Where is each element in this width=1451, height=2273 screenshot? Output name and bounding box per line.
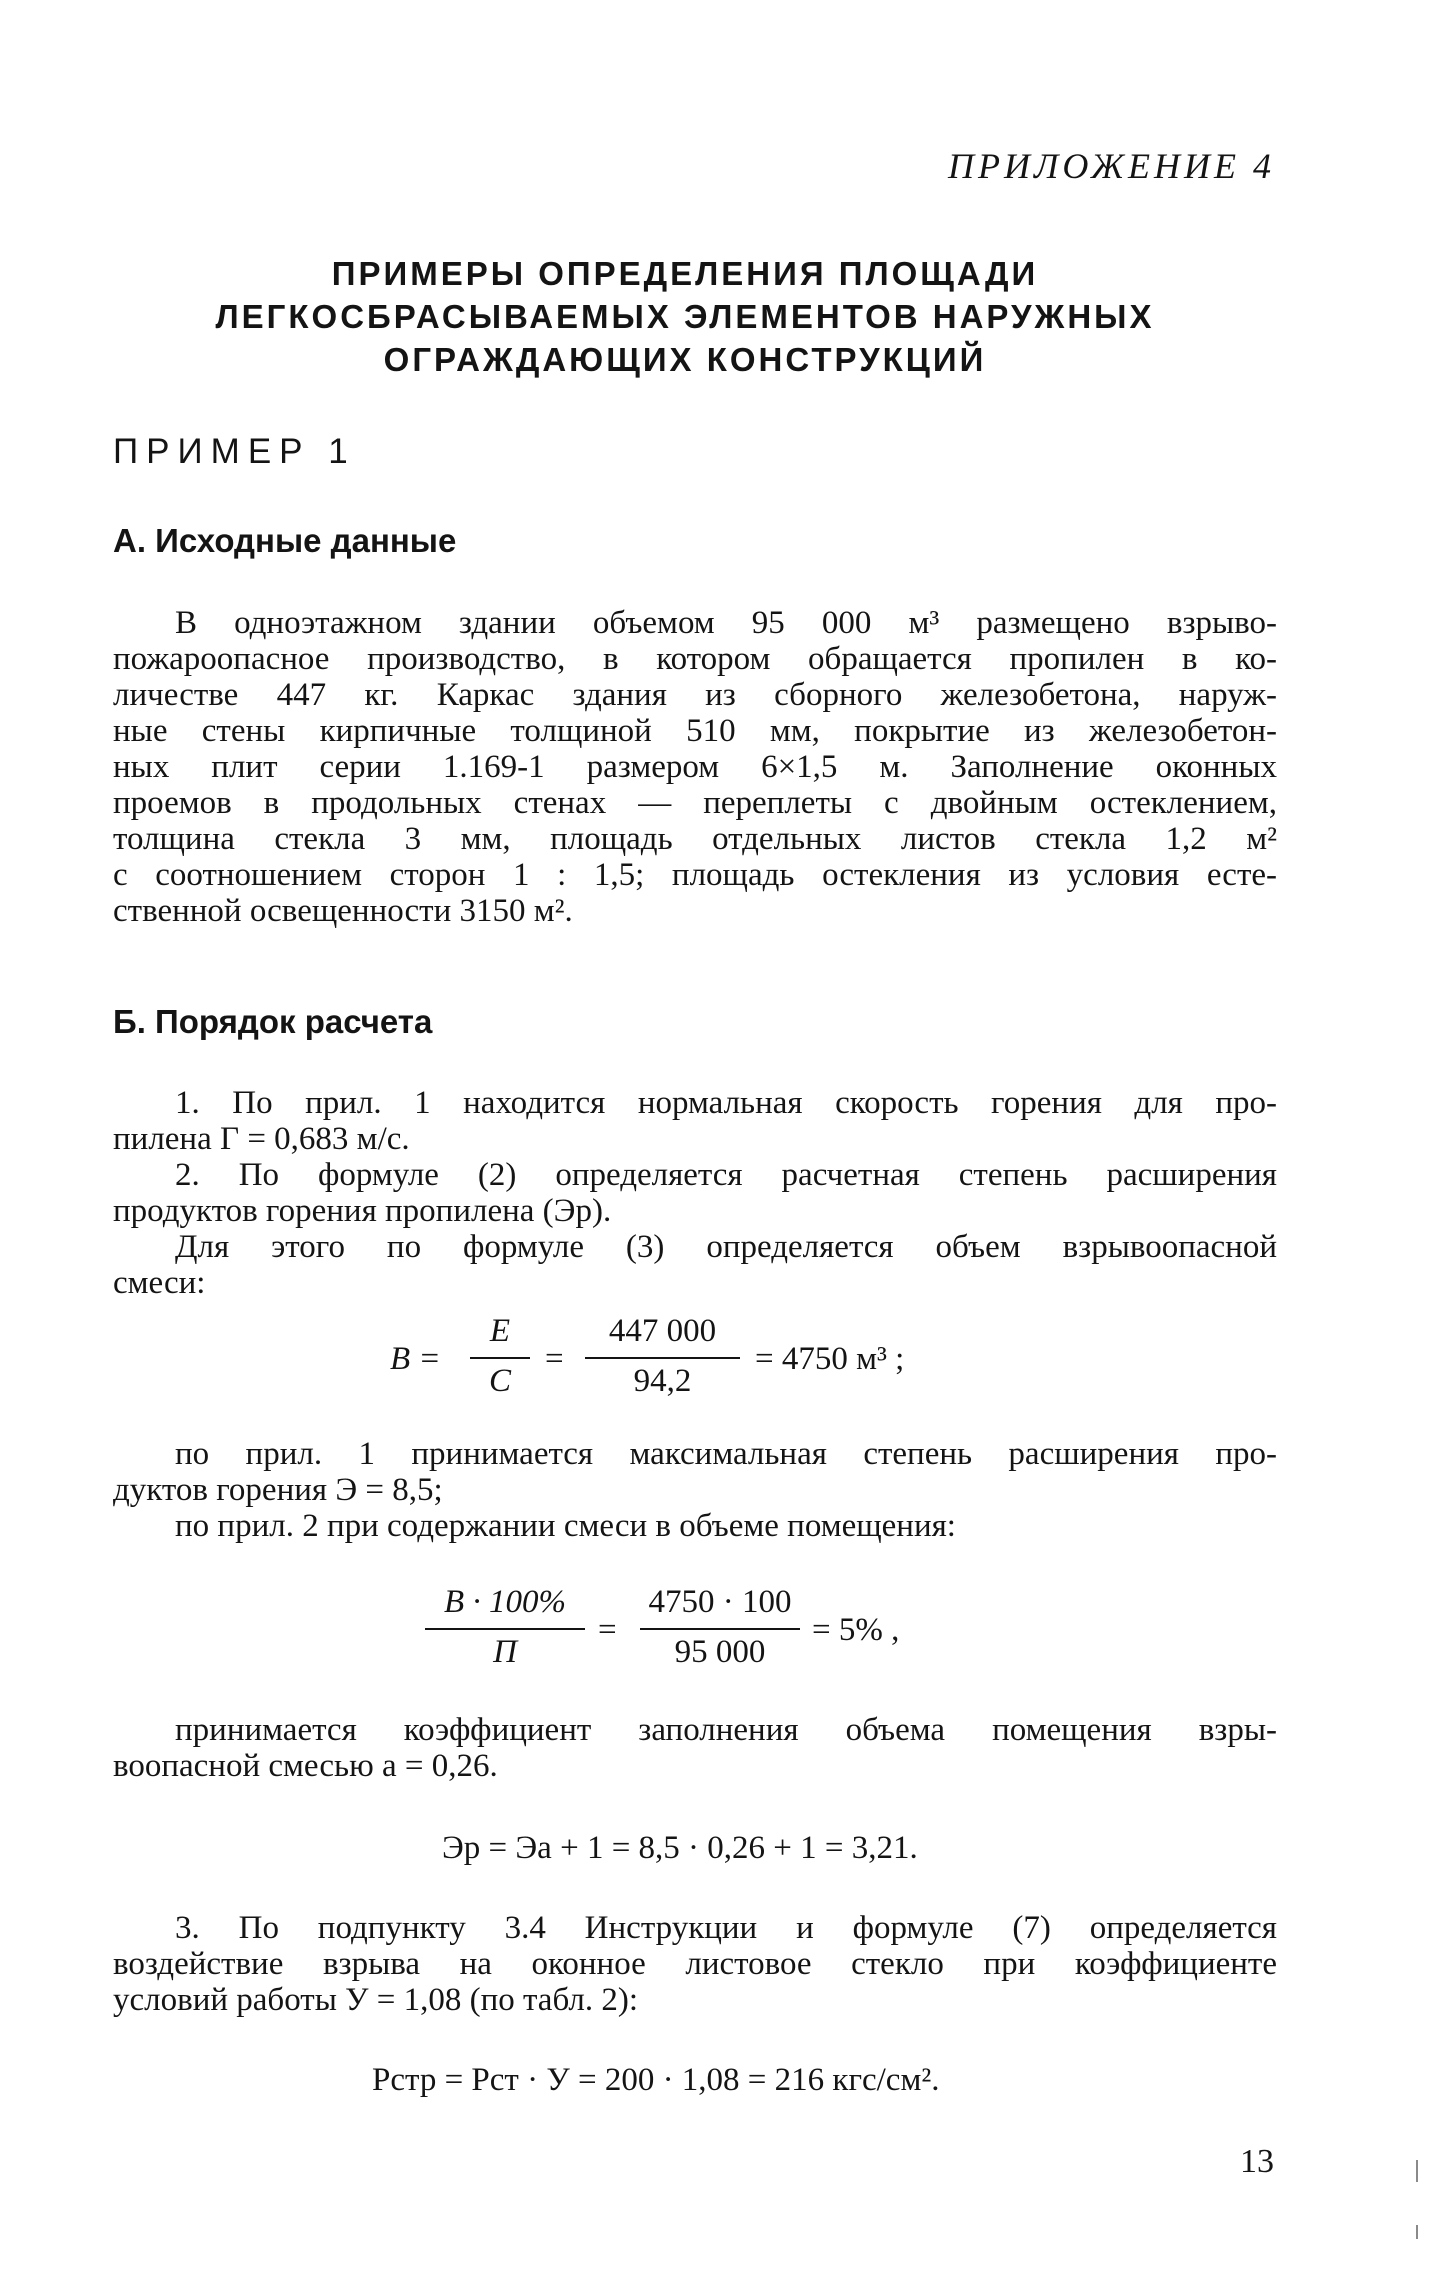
formula2-eq: = xyxy=(598,1612,617,1648)
title-line-1: ПРИМЕРЫ ОПРЕДЕЛЕНИЯ ПЛОЩАДИ xyxy=(331,255,1039,292)
scan-edge-mark xyxy=(1416,2225,1418,2239)
para-a-line: с соотношением сторон 1 : 1,5; площадь остекления из условия есте- xyxy=(113,857,1277,893)
step3-line: воздействие взрыва на оконное листовое стекло при коэффициенте xyxy=(113,1946,1277,1982)
formula2-num2: 4750 · 100 xyxy=(648,1584,792,1620)
section-a-heading: А. Исходные данные xyxy=(113,522,457,559)
formula1-num1: Е xyxy=(489,1313,511,1349)
fraction-bar xyxy=(640,1628,800,1630)
after-f1-line: дуктов горения Э = 8,5; xyxy=(113,1472,443,1508)
step2-line: 2. По формуле (2) определяется расчетная степень расширения xyxy=(175,1157,1277,1193)
formula1-num2: 447 000 xyxy=(608,1313,717,1349)
step1-line: пилена Г = 0,683 м/с. xyxy=(113,1121,410,1157)
formula1-den2: 94,2 xyxy=(633,1363,692,1399)
para-a-line: пожароопасное производство, в котором обращается пропилен в ко- xyxy=(113,641,1277,677)
title-line-3: ОГРАЖДАЮЩИХ КОНСТРУКЦИЙ xyxy=(383,341,987,378)
step1-line: 1. По прил. 1 находится нормальная скорость горения для про- xyxy=(175,1085,1277,1121)
para-a-line: В одноэтажном здании объемом 95 000 м³ размещено взрыво- xyxy=(175,605,1277,641)
formula1-den1: С xyxy=(488,1363,511,1399)
para-a-line: ных плит серии 1.169-1 размером 6×1,5 м. Заполнение оконных xyxy=(113,749,1277,785)
step3-line: 3. По подпункту 3.4 Инструкции и формуле (7) определяется xyxy=(175,1910,1277,1946)
para-a-line: личестве 447 кг. Каркас здания из сборного железобетона, наруж- xyxy=(113,677,1277,713)
formula2-result: = 5% , xyxy=(812,1612,900,1648)
formula1-result: = 4750 м³ ; xyxy=(755,1341,905,1377)
example-label: ПРИМЕР 1 xyxy=(113,432,356,471)
formula1-lhs: В = xyxy=(390,1341,441,1377)
formula3: Эр = Эа + 1 = 8,5 · 0,26 + 1 = 3,21. xyxy=(442,1830,918,1866)
step2b-line: смеси: xyxy=(113,1265,206,1301)
fraction-bar xyxy=(585,1357,740,1359)
step2b-line: Для этого по формуле (3) определяется объем взрывоопасной xyxy=(175,1229,1277,1265)
para-a-line: проемов в продольных стенах — переплеты с двойным остеклением, xyxy=(113,785,1277,821)
step3-line: условий работы У = 1,08 (по табл. 2): xyxy=(113,1982,639,2018)
formula2-num1: В · 100% xyxy=(444,1584,566,1620)
formula1-eq: = xyxy=(545,1341,564,1377)
formula4: Рстр = Рст · У = 200 · 1,08 = 216 кгс/см². xyxy=(372,2062,940,2098)
title-line-2: ЛЕГКОСБРАСЫВАЕМЫХ ЭЛЕМЕНТОВ НАРУЖНЫХ xyxy=(215,298,1155,335)
para-a-line: ственной освещенности 3150 м². xyxy=(113,893,573,929)
after-f2-line: принимается коэффициент заполнения объема помещения взры- xyxy=(175,1712,1277,1748)
appendix-label: ПРИЛОЖЕНИЕ 4 xyxy=(948,146,1275,186)
after-f1-line: по прил. 1 принимается максимальная степень расширения про- xyxy=(175,1436,1277,1472)
after-f1-line: по прил. 2 при содержании смеси в объеме помещения: xyxy=(175,1508,956,1544)
formula2-den2: 95 000 xyxy=(674,1634,766,1670)
para-a-line: ные стены кирпичные толщиной 510 мм, покрытие из железобетон- xyxy=(113,713,1277,749)
scan-edge-mark xyxy=(1416,2160,1418,2182)
after-f2-line: воопасной смесью а = 0,26. xyxy=(113,1748,498,1784)
step2-line: продуктов горения пропилена (Эр). xyxy=(113,1193,612,1229)
section-b-heading: Б. Порядок расчета xyxy=(113,1003,433,1040)
para-a-line: толщина стекла 3 мм, площадь отдельных листов стекла 1,2 м² xyxy=(113,821,1277,857)
formula2-den1: П xyxy=(493,1634,517,1670)
page-number: 13 xyxy=(1240,2143,1274,2180)
fraction-bar xyxy=(425,1628,585,1630)
fraction-bar xyxy=(470,1357,530,1359)
